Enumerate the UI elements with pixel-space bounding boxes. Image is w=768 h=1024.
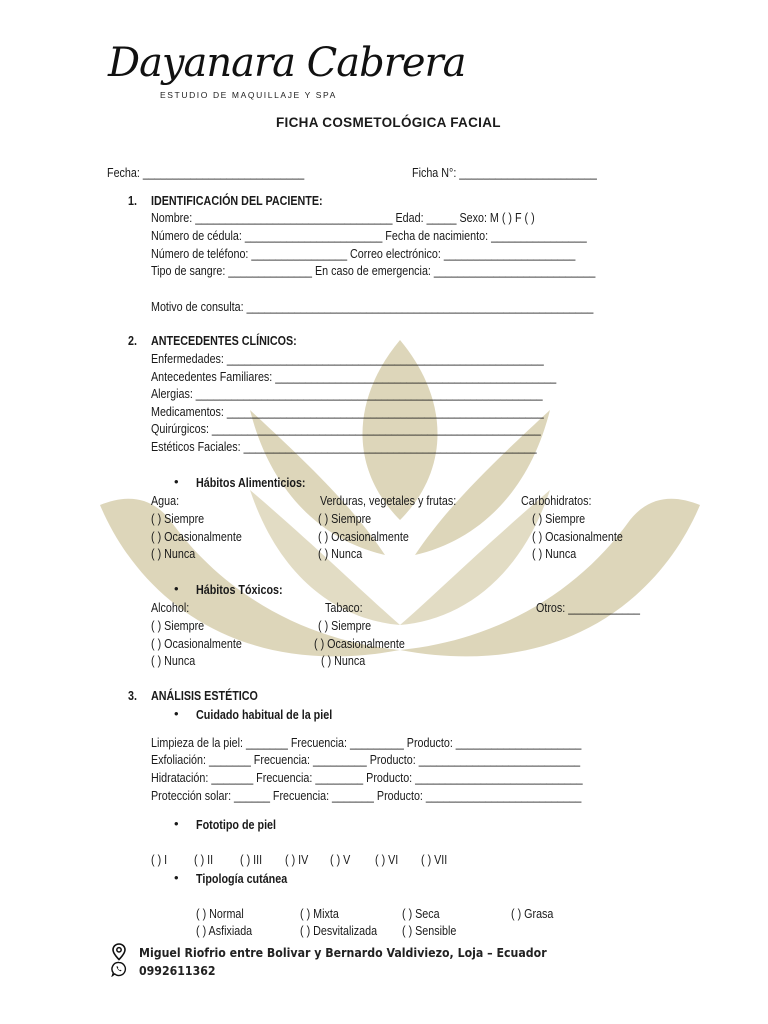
agua-label: Agua: [151,494,180,508]
exfoliacion-line[interactable]: Exfoliación: _______ Frecuencia: _________ Producto: ___________________________ [151,753,581,767]
hidratacion-line[interactable]: Hidratación: _______ Frecuencia: ________ Producto: ____________________________ [151,771,583,785]
tipologia-mixta-option[interactable]: ( ) Mixta [300,907,339,921]
section3-heading: ANÁLISIS ESTÉTICO [151,689,258,703]
section1-heading: IDENTIFICACIÓN DEL PACIENTE: [151,194,323,208]
section3-number: 3. [128,689,137,703]
fototipo-option-i[interactable]: ( ) I [151,853,168,867]
verduras-label: Verduras, vegetales y frutas: [320,494,457,508]
fototipo-option-ii[interactable]: ( ) II [194,853,214,867]
whatsapp-icon [111,961,127,977]
alcohol-nunca-option[interactable]: ( ) Nunca [151,654,196,668]
verduras-ocasionalmente-option[interactable]: ( ) Ocasionalmente [318,530,409,544]
proteccion-solar-line[interactable]: Protección solar: ______ Frecuencia: _______ Producto: __________________________ [151,789,582,803]
habitos-alimenticios-heading: Hábitos Alimenticios: [196,476,306,490]
esteticos-faciales-line[interactable]: Estéticos Faciales: _________________________________________________ [151,440,537,454]
verduras-siempre-option[interactable]: ( ) Siempre [318,512,372,526]
fototipo-option-vi[interactable]: ( ) VI [375,853,399,867]
bullet-icon: • [174,870,179,885]
fototipo-option-iii[interactable]: ( ) III [240,853,263,867]
tabaco-ocasionalmente-option[interactable]: ( ) Ocasionalmente [314,637,405,651]
alergias-line[interactable]: Alergias: __________________________________________________________ [151,387,543,401]
location-pin-icon [111,943,127,961]
alcohol-ocasionalmente-option[interactable]: ( ) Ocasionalmente [151,637,242,651]
fecha-field[interactable]: Fecha: ___________________________ [107,166,305,180]
telefono-line[interactable]: Número de teléfono: ________________ Correo electrónico: ______________________ [151,247,576,261]
otros-field[interactable]: Otros: ____________ [536,601,641,615]
tipologia-seca-option[interactable]: ( ) Seca [402,907,440,921]
cedula-line[interactable]: Número de cédula: _______________________ Fecha de nacimiento: ________________ [151,229,587,243]
section1-number: 1. [128,194,137,208]
antecedentes-familiares-line[interactable]: Antecedentes Familiares: _______________________________________________ [151,370,557,384]
form-title: FICHA COSMETOLÓGICA FACIAL [276,115,501,130]
enfermedades-line[interactable]: Enfermedades: _____________________________________________________ [151,352,544,366]
quirurgicos-line[interactable]: Quirúrgicos: _______________________________________________________ [151,422,541,436]
carbohidratos-nunca-option[interactable]: ( ) Nunca [532,547,577,561]
section2-heading: ANTECEDENTES CLÍNICOS: [151,334,297,348]
tipologia-normal-option[interactable]: ( ) Normal [196,907,244,921]
alcohol-siempre-option[interactable]: ( ) Siempre [151,619,205,633]
agua-siempre-option[interactable]: ( ) Siempre [151,512,205,526]
agua-ocasionalmente-option[interactable]: ( ) Ocasionalmente [151,530,242,544]
section2-number: 2. [128,334,137,348]
logo-name: Dayanara Cabrera [108,40,466,86]
bullet-icon: • [174,816,179,831]
tabaco-label: Tabaco: [325,601,363,615]
tipologia-grasa-option[interactable]: ( ) Grasa [511,907,554,921]
fototipo-option-v[interactable]: ( ) V [330,853,351,867]
medicamentos-line[interactable]: Medicamentos: _____________________________________________________ [151,405,544,419]
ficha-number-field[interactable]: Ficha N°: _______________________ [412,166,597,180]
fototipo-heading: Fototipo de piel [196,818,277,832]
tipologia-asfixiada-option[interactable]: ( ) Asfixiada [196,924,253,938]
footer-phone: 0992611362 [139,963,216,978]
limpieza-line[interactable]: Limpieza de la piel: _______ Frecuencia: _________ Producto: _____________________ [151,736,582,750]
tipologia-heading: Tipología cutánea [196,872,288,886]
cuidado-habitual-heading: Cuidado habitual de la piel [196,708,333,722]
verduras-nunca-option[interactable]: ( ) Nunca [318,547,363,561]
tabaco-siempre-option[interactable]: ( ) Siempre [318,619,372,633]
tipologia-desvitalizada-option[interactable]: ( ) Desvitalizada [300,924,378,938]
agua-nunca-option[interactable]: ( ) Nunca [151,547,196,561]
alcohol-label: Alcohol: [151,601,190,615]
bullet-icon: • [174,581,179,596]
carbohidratos-ocasionalmente-option[interactable]: ( ) Ocasionalmente [532,530,623,544]
motivo-line[interactable]: Motivo de consulta: __________________________________________________________ [151,300,594,314]
nombre-line[interactable]: Nombre: _________________________________ Edad: _____ Sexo: M ( ) F ( ) [151,211,535,225]
tipologia-sensible-option[interactable]: ( ) Sensible [402,924,457,938]
fototipo-option-vii[interactable]: ( ) VII [421,853,448,867]
habitos-toxicos-heading: Hábitos Tóxicos: [196,583,283,597]
bullet-icon: • [174,474,179,489]
tabaco-nunca-option[interactable]: ( ) Nunca [321,654,366,668]
carbohidratos-label: Carbohidratos: [521,494,592,508]
logo-subtitle: ESTUDIO DE MAQUILLAJE Y SPA [160,90,337,100]
sangre-line[interactable]: Tipo de sangre: ______________ En caso de emergencia: ___________________________ [151,264,596,278]
bullet-icon: • [174,706,179,721]
footer-address: Miguel Riofrio entre Bolivar y Bernardo Valdiviezo, Loja – Ecuador [139,945,547,960]
fototipo-option-iv[interactable]: ( ) IV [285,853,309,867]
carbohidratos-siempre-option[interactable]: ( ) Siempre [532,512,586,526]
